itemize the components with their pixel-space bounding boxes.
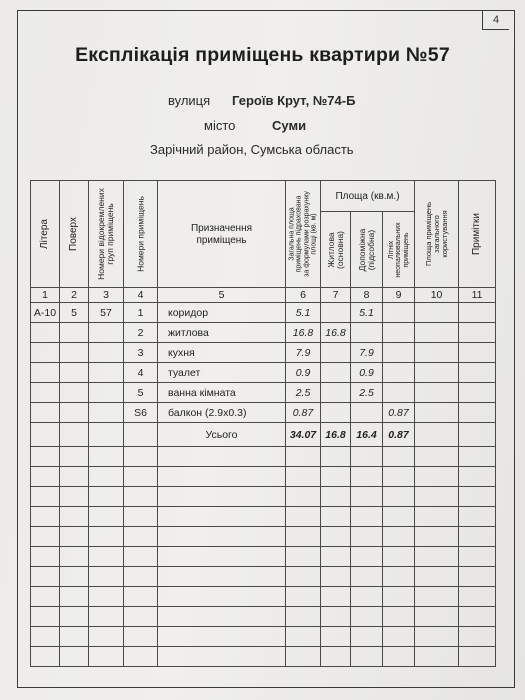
cell-room-name: туалет <box>158 363 286 383</box>
cell-room-name: кухня <box>158 343 286 363</box>
cell-summer-area <box>383 343 415 363</box>
header-common: Площа приміщень загального користування <box>415 181 459 288</box>
total-row <box>31 423 496 447</box>
cell-litera <box>31 363 60 383</box>
column-number: 11 <box>459 288 496 303</box>
table-row <box>31 343 496 363</box>
cell-total-area: 2.5 <box>286 383 321 403</box>
column-numbers-row <box>31 288 496 303</box>
empty-cell <box>459 343 496 363</box>
empty-cell <box>415 383 459 403</box>
cell-room-name: балкон (2.9x0.3) <box>158 403 286 423</box>
empty-cell <box>459 363 496 383</box>
page-number: 4 <box>482 11 509 30</box>
cell-living-area <box>321 303 351 323</box>
column-number: 6 <box>286 288 321 303</box>
column-number: 10 <box>415 288 459 303</box>
column-number: 8 <box>351 288 383 303</box>
cell-group: 57 <box>89 303 124 323</box>
cell-room-number: 2 <box>124 323 158 343</box>
header-auxiliary: Допоміжна (підсобна) <box>351 212 383 288</box>
cell-floor <box>60 403 89 423</box>
column-number: 4 <box>124 288 158 303</box>
table-row <box>31 383 496 403</box>
cell-litera: А-10 <box>31 303 60 323</box>
empty-cell <box>415 303 459 323</box>
cell-summer-area <box>383 363 415 383</box>
empty-row <box>31 607 496 627</box>
column-number: 3 <box>89 288 124 303</box>
column-number: 1 <box>31 288 60 303</box>
total-living-sum: 16.8 <box>321 423 351 447</box>
cell-room-name: коридор <box>158 303 286 323</box>
cell-aux-area <box>351 403 383 423</box>
total-aux-sum: 16.4 <box>351 423 383 447</box>
empty-cell <box>459 323 496 343</box>
empty-row <box>31 587 496 607</box>
empty-row <box>31 567 496 587</box>
empty-cell <box>415 403 459 423</box>
column-number: 2 <box>60 288 89 303</box>
cell-summer-area: 0.87 <box>383 403 415 423</box>
cell-living-area: 16.8 <box>321 323 351 343</box>
column-number: 5 <box>158 288 286 303</box>
cell-group <box>89 323 124 343</box>
cell-litera <box>31 403 60 423</box>
empty-cell <box>459 303 496 323</box>
cell-aux-area: 0.9 <box>351 363 383 383</box>
cell-room-name: ванна кімната <box>158 383 286 403</box>
cell-floor <box>60 343 89 363</box>
header-purpose: Призначення приміщень <box>158 181 286 288</box>
empty-row <box>31 467 496 487</box>
table-row <box>31 323 496 343</box>
cell-summer-area <box>383 383 415 403</box>
header-notes: Примітки <box>459 181 496 288</box>
table-row <box>31 303 496 323</box>
cell-room-name: житлова <box>158 323 286 343</box>
empty-cell <box>459 383 496 403</box>
header-living: Житлова (основна) <box>321 212 351 288</box>
cell-aux-area: 7.9 <box>351 343 383 363</box>
header-groups: Номери відокремлених груп приміщень <box>89 181 124 288</box>
cell-total-area: 7.9 <box>286 343 321 363</box>
region-line: Зарічний район, Сумська область <box>150 142 354 157</box>
cell-floor: 5 <box>60 303 89 323</box>
empty-row <box>31 647 496 667</box>
cell-total-area: 0.87 <box>286 403 321 423</box>
document-title: Експлікація приміщень квартири №57 <box>75 44 450 66</box>
empty-row <box>31 507 496 527</box>
cell-living-area <box>321 363 351 383</box>
cell-living-area <box>321 403 351 423</box>
header-area-group: Площа (кв.м.) <box>321 181 415 212</box>
city-label: місто <box>204 118 236 133</box>
empty-cell <box>415 363 459 383</box>
cell-summer-area <box>383 303 415 323</box>
cell-group <box>89 343 124 363</box>
cell-litera <box>31 343 60 363</box>
cell-floor <box>60 383 89 403</box>
cell-litera <box>31 323 60 343</box>
explication-table <box>30 180 496 667</box>
cell-total-area: 16.8 <box>286 323 321 343</box>
empty-cell <box>415 343 459 363</box>
cell-aux-area: 5.1 <box>351 303 383 323</box>
total-label: Усього <box>158 423 286 447</box>
cell-aux-area: 2.5 <box>351 383 383 403</box>
cell-living-area <box>321 383 351 403</box>
header-litera: Літера <box>31 181 60 288</box>
cell-total-area: 5.1 <box>286 303 321 323</box>
cell-room-number: 1 <box>124 303 158 323</box>
cell-living-area <box>321 343 351 363</box>
header-total-area: Загальна площа приміщень підрахована за формулами розрахунку площі (кв. м) <box>286 181 321 288</box>
total-area-sum: 34.07 <box>286 423 321 447</box>
cell-floor <box>60 323 89 343</box>
cell-room-number: 4 <box>124 363 158 383</box>
cell-aux-area <box>351 323 383 343</box>
city-value: Суми <box>272 118 307 133</box>
cell-room-number: 5 <box>124 383 158 403</box>
empty-row <box>31 487 496 507</box>
header-rooms: Номери приміщень <box>124 181 158 288</box>
cell-litera <box>31 383 60 403</box>
empty-row <box>31 547 496 567</box>
table-row <box>31 403 496 423</box>
total-summer-sum: 0.87 <box>383 423 415 447</box>
header-summer: Літніх неопалювальних приміщень <box>383 212 415 288</box>
cell-group <box>89 363 124 383</box>
cell-total-area: 0.9 <box>286 363 321 383</box>
header-floor: Поверх <box>60 181 89 288</box>
table-row <box>31 363 496 383</box>
column-number: 7 <box>321 288 351 303</box>
empty-row <box>31 447 496 467</box>
column-number: 9 <box>383 288 415 303</box>
cell-group <box>89 383 124 403</box>
cell-summer-area <box>383 323 415 343</box>
cell-room-number: S6 <box>124 403 158 423</box>
cell-room-number: 3 <box>124 343 158 363</box>
empty-row <box>31 627 496 647</box>
cell-floor <box>60 363 89 383</box>
cell-group <box>89 403 124 423</box>
empty-row <box>31 527 496 547</box>
empty-cell <box>459 403 496 423</box>
street-value: Героїв Крут, №74-Б <box>232 93 356 108</box>
empty-cell <box>415 323 459 343</box>
street-label: вулиця <box>168 93 211 108</box>
